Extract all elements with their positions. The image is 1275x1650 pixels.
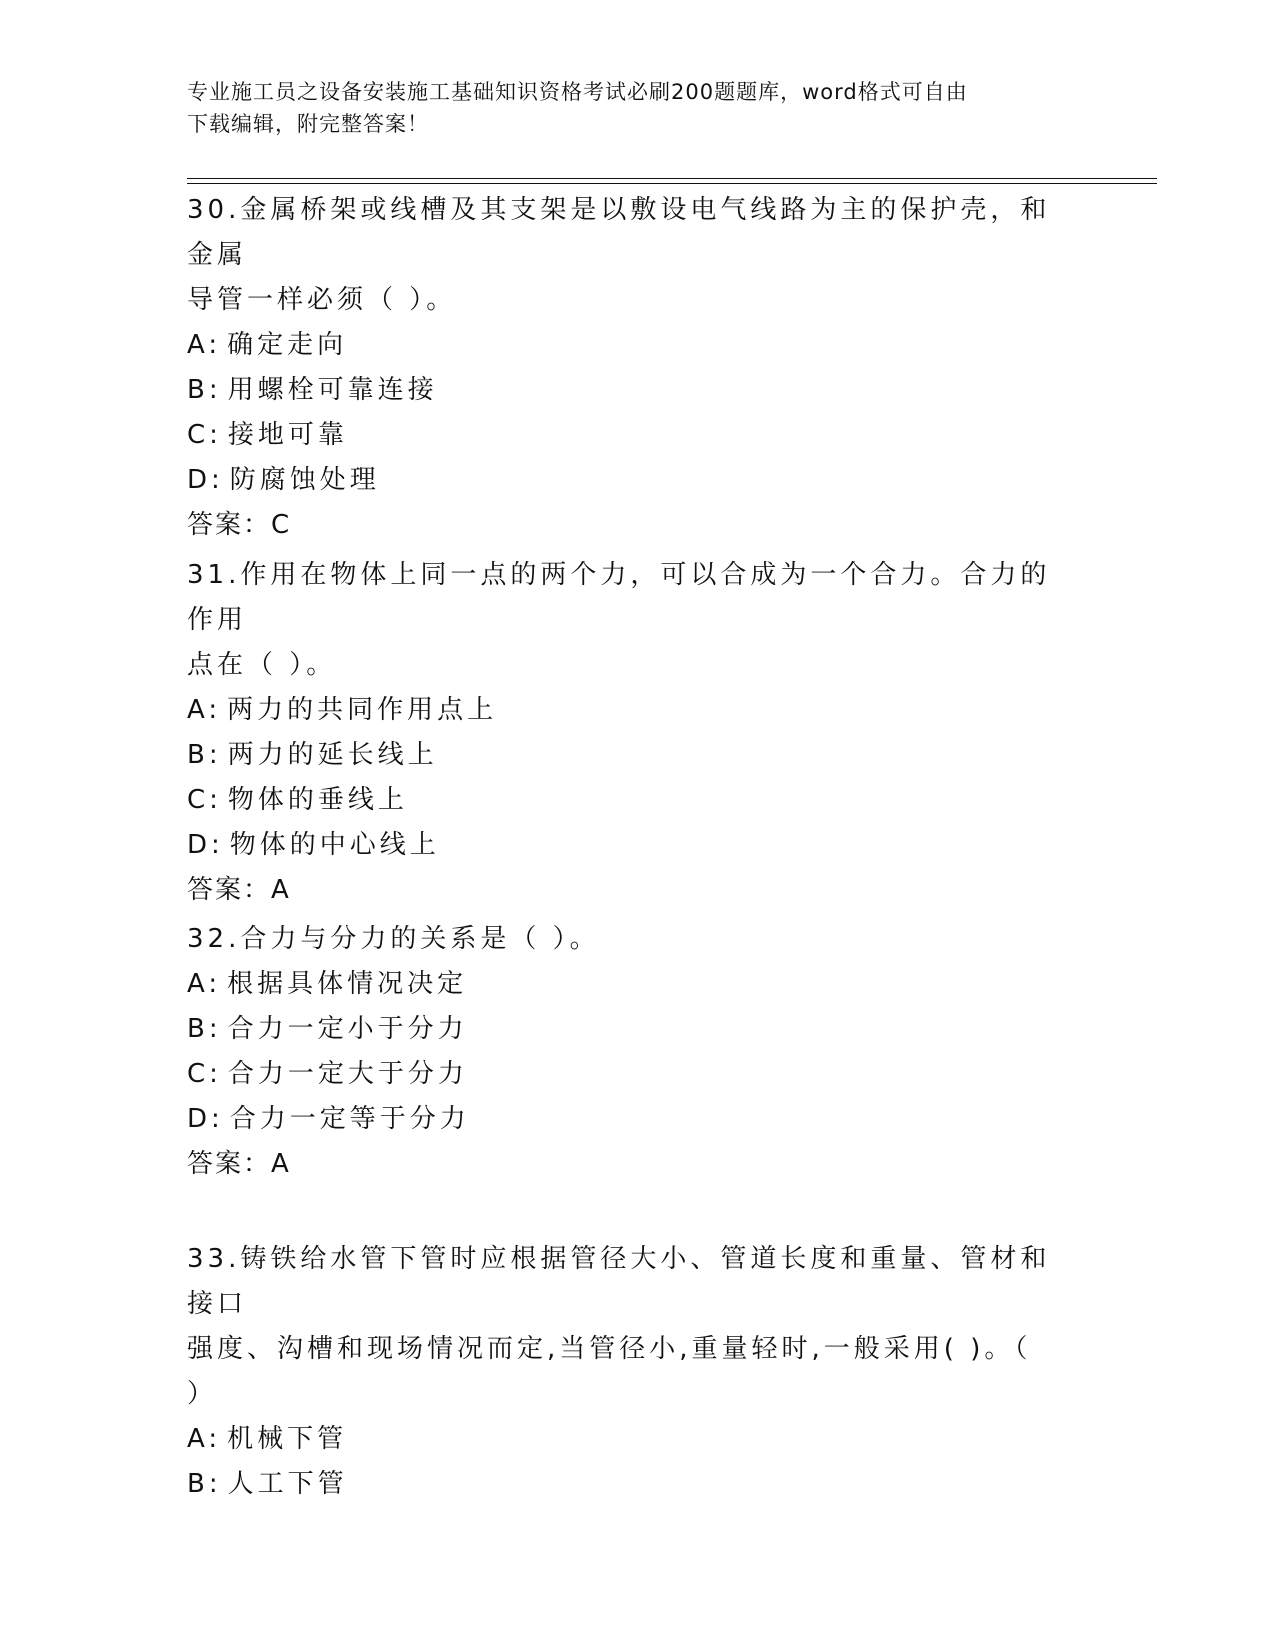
option-label: B: [187,1014,222,1044]
question-stem-line: 导管一样必须（ ）。 [187,285,457,315]
option-d [187,1097,1077,1142]
option-label: D: [187,1104,224,1134]
question-stem-line: 30.金属桥架或线槽及其支架是以敷设电气线路为主的保护壳，和金属 [187,195,1051,270]
option-text: 用螺栓可靠连接 [227,375,438,405]
question-33 [187,1237,1077,1507]
question-31 [187,553,1077,913]
question-stem-line: 32.合力与分力的关系是（ ）。 [187,924,600,954]
question-30 [187,188,1077,548]
option-label: C: [187,420,222,450]
question-stem-line: 31.作用在物体上同一点的两个力，可以合成为一个合力。合力的作用 [187,560,1051,635]
option-d [187,458,1077,503]
option-a [187,323,1077,368]
option-text: 接地可靠 [227,420,348,450]
question-stem-line: 强度、沟槽和现场情况而定,当管径小,重量轻时,一般采用( )。（ [187,1334,1032,1364]
header-divider-bottom [187,183,1157,184]
answer-value: C [271,510,292,540]
option-text: 合力一定小于分力 [227,1014,468,1044]
answer-line [187,1142,1077,1187]
document-header [187,76,1067,140]
option-label: A: [187,969,222,999]
option-text: 物体的中心线上 [229,830,440,860]
header-line-2: 下载编辑，附完整答案！ [187,112,429,136]
option-text: 物体的垂线上 [227,785,408,815]
option-c [187,778,1077,823]
option-label: A: [187,1424,222,1454]
option-label: A: [187,695,222,725]
option-a [187,962,1077,1007]
answer-line [187,503,1077,548]
option-text: 机械下管 [227,1424,348,1454]
header-line-1: 专业施工员之设备安装施工基础知识资格考试必刷200题题库，word格式可自由 [187,80,968,104]
option-label: C: [187,1059,222,1089]
option-label: A: [187,330,222,360]
answer-label: 答案： [187,875,272,905]
option-c [187,1052,1077,1097]
option-b [187,733,1077,778]
option-label: B: [187,740,222,770]
answer-value: A [271,875,291,905]
option-text: 确定走向 [227,330,348,360]
option-text: 两力的共同作用点上 [227,695,498,725]
option-d [187,823,1077,868]
option-label: B: [187,375,222,405]
question-stem-line: ） [187,1379,218,1409]
option-text: 人工下管 [227,1469,348,1499]
question-32 [187,917,1077,1187]
question-stem-line: 点在（ ）。 [187,650,337,680]
option-a [187,688,1077,733]
option-b [187,368,1077,413]
option-b [187,1007,1077,1052]
option-text: 合力一定等于分力 [229,1104,470,1134]
option-label: B: [187,1469,222,1499]
header-divider-top [187,178,1157,179]
option-label: C: [187,785,222,815]
option-a [187,1417,1077,1462]
answer-line [187,868,1077,913]
option-text: 根据具体情况决定 [227,969,468,999]
answer-label: 答案： [187,510,272,540]
answer-label: 答案： [187,1149,272,1179]
option-b [187,1462,1077,1507]
answer-value: A [271,1149,291,1179]
question-stem-line: 33.铸铁给水管下管时应根据管径大小、管道长度和重量、管材和接口 [187,1244,1051,1319]
option-text: 两力的延长线上 [227,740,438,770]
option-text: 合力一定大于分力 [227,1059,468,1089]
option-label: D: [187,465,224,495]
option-label: D: [187,830,224,860]
option-text: 防腐蚀处理 [229,465,380,495]
option-c [187,413,1077,458]
